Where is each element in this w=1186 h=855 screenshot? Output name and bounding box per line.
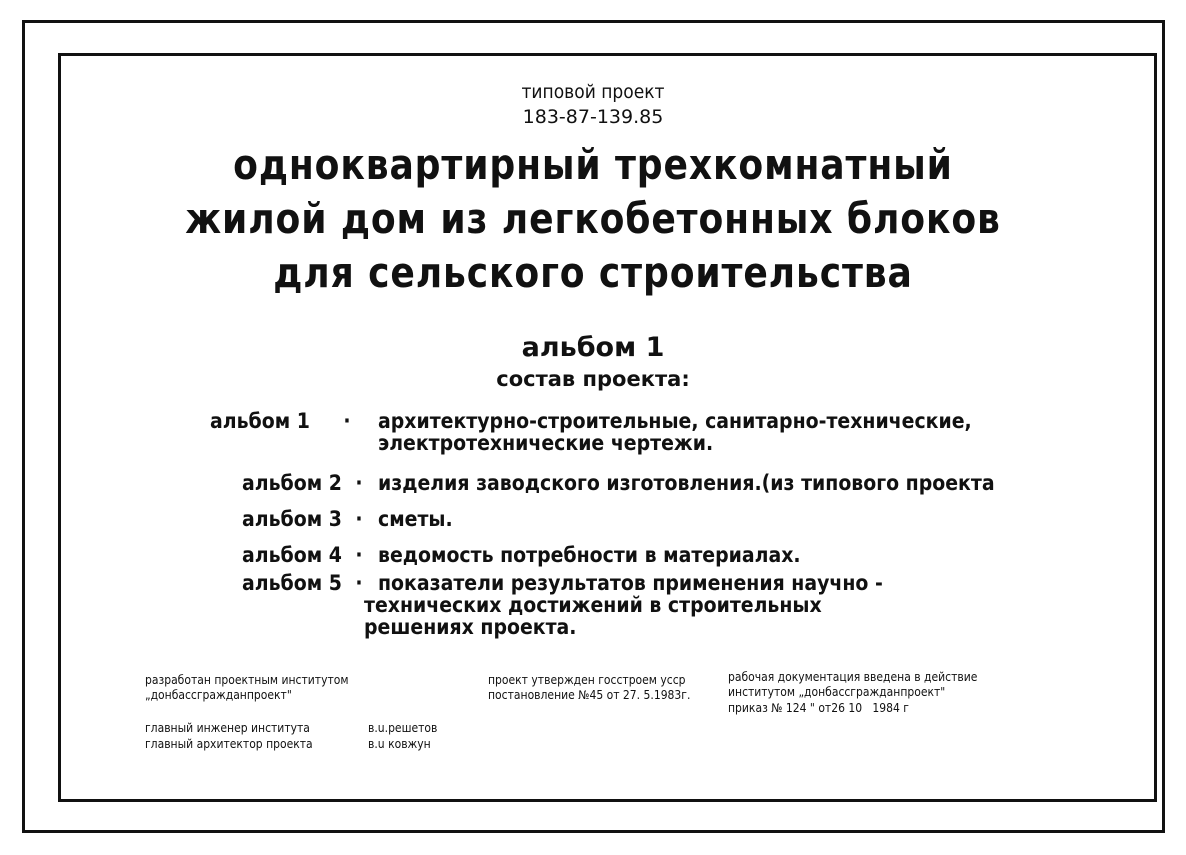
bullet-dot: · bbox=[355, 471, 363, 495]
composition-label: состав проекта: bbox=[496, 367, 690, 391]
approval-line-2: постановление №45 от 27. 5.1983г. bbox=[488, 688, 691, 702]
project-code: 183-87-139.85 bbox=[522, 106, 664, 128]
chief-architect-name: в.u ковжун bbox=[368, 737, 431, 751]
developed-by-text: разработан проектным институтом bbox=[145, 673, 349, 687]
album-text: сметы. bbox=[378, 507, 453, 531]
working-doc-line-1: рабочая документация введена в действие bbox=[728, 670, 978, 684]
album-heading: альбом 1 bbox=[521, 332, 665, 363]
title-line-3: для сельского строительства bbox=[273, 248, 913, 297]
album-label: альбом 4 bbox=[242, 543, 342, 567]
approval-line-1: проект утвержден госстроем усср bbox=[488, 673, 686, 687]
album-label: альбом 5 bbox=[242, 571, 342, 595]
album-text: электротехнические чертежи. bbox=[378, 431, 714, 455]
album-text: решениях проекта. bbox=[364, 615, 577, 639]
chief-architect-label: главный архитектор проекта bbox=[145, 737, 313, 751]
album-text: архитектурно-строительные, санитарно-технические, bbox=[378, 409, 972, 433]
album-label: альбом 1 bbox=[210, 409, 310, 433]
order-line: приказ № 124 " от26 10 1984 г bbox=[728, 701, 909, 715]
album-text: технических достижений в строительных bbox=[364, 593, 822, 617]
working-doc-line-2: институтом „донбассгражданпроект" bbox=[728, 685, 946, 699]
album-text: показатели результатов применения научно - bbox=[378, 571, 883, 595]
project-type-label: типовой проект bbox=[521, 81, 665, 103]
album-text: изделия заводского изготовления.(из типового проекта bbox=[378, 471, 995, 495]
album-text: ведомость потребности в материалах. bbox=[378, 543, 801, 567]
bullet-dot: · bbox=[355, 507, 363, 531]
title-line-2: жилой дом из легкобетонных блоков bbox=[185, 194, 1001, 243]
chief-engineer-name: в.u.решетов bbox=[368, 721, 438, 735]
title-line-1: одноквартирный трехкомнатный bbox=[233, 140, 953, 189]
bullet-dot: · bbox=[355, 543, 363, 567]
album-label: альбом 3 bbox=[242, 507, 342, 531]
album-label: альбом 2 bbox=[242, 471, 342, 495]
chief-engineer-label: главный инженер института bbox=[145, 721, 310, 735]
bullet-dot: · bbox=[343, 409, 351, 433]
bullet-dot: · bbox=[355, 571, 363, 595]
institute-name: „донбассгражданпроект" bbox=[145, 688, 292, 702]
